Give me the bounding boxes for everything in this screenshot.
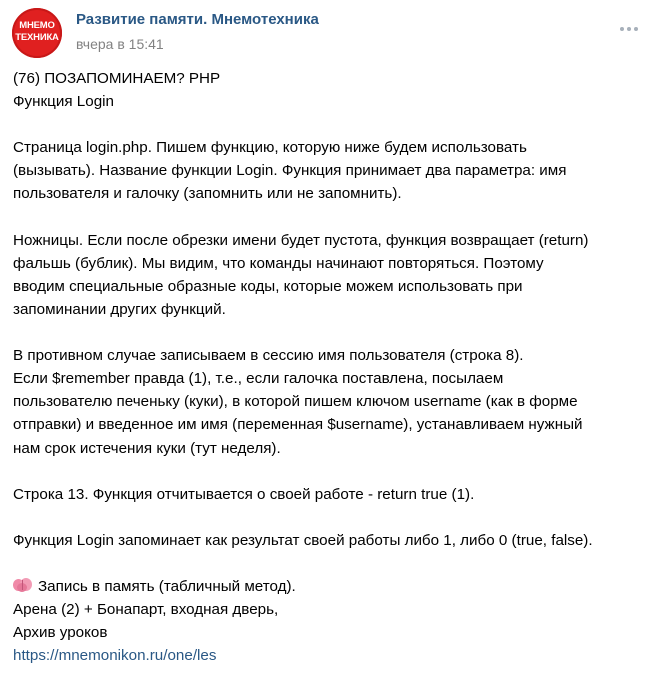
text-line: нам срок истечения куки (тут неделя). (13, 439, 281, 457)
text-line: Арена (2) + Бонапарт, входная дверь, (13, 601, 279, 619)
text-line: Архив уроков (13, 624, 108, 642)
post-paragraph (13, 575, 653, 667)
text-line: вводим специальные образные коды, которые можем использовать при (13, 277, 523, 295)
text-line: отправки) и введенное им имя (переменная $username), устанавливаем нужный (13, 416, 583, 434)
post-paragraph (13, 529, 653, 552)
post-paragraph (13, 136, 653, 205)
post-paragraph (13, 229, 653, 321)
text-line: Страница login.php. Пишем функцию, которую ниже будем использовать (13, 139, 527, 157)
post-text (13, 67, 653, 667)
post-title: (76) ПОЗАПОМИНАЕМ? PHP (13, 70, 221, 87)
archive-link-line (13, 644, 653, 667)
post-timestamp[interactable]: вчера в 15:41 (76, 36, 164, 52)
dot (627, 27, 631, 31)
avatar-logo-text: МНЕМО (19, 20, 55, 31)
group-avatar[interactable] (12, 8, 62, 58)
avatar-logo-text: ТЕХНИКА (15, 32, 59, 43)
post-paragraph (13, 483, 653, 506)
text-line: запоминании других функций. (13, 300, 226, 318)
text-line: В противном случае записываем в сессию имя пользователя (строка 8). (13, 347, 524, 365)
group-name-link[interactable]: Развитие памяти. Мнемотехника (76, 11, 319, 28)
text-line: фальшь (бублик). Мы видим, что команды начинают повторяться. Поэтому (13, 254, 544, 272)
post-paragraph (13, 67, 653, 113)
post-subtitle: Функция Login (13, 93, 114, 111)
dot (634, 27, 638, 31)
text-line: Если $remember правда (1), т.е., если галочка поставлена, посылаем (13, 370, 504, 388)
text-line: (вызывать). Название функции Login. Функция принимает два параметра: имя (13, 162, 567, 180)
text-line: Строка 13. Функция отчитывается о своей работе - return true (1). (13, 485, 475, 503)
archive-link[interactable]: https://mnemonikon.ru/one/les (13, 647, 217, 665)
text-line: пользователя и галочку (запомнить или не запомнить). (13, 185, 402, 203)
brain-emoji-icon (13, 577, 33, 593)
ellipsis-horizontal-icon[interactable] (618, 20, 642, 36)
post-header (12, 6, 652, 56)
dot (620, 27, 624, 31)
text-line: Функция Login запоминает как результат своей работы либо 1, либо 0 (true, false). (13, 531, 593, 549)
memory-line (13, 575, 653, 598)
text-line: Ножницы. Если после обрезки имени будет пустота, функция возвращает (return) (13, 231, 589, 249)
post-paragraph (13, 344, 653, 459)
text-line: пользователю печеньку (куки), в которой пишем ключом username (как в форме (13, 393, 578, 411)
memory-line-text: Запись в память (табличный метод). (38, 578, 296, 596)
